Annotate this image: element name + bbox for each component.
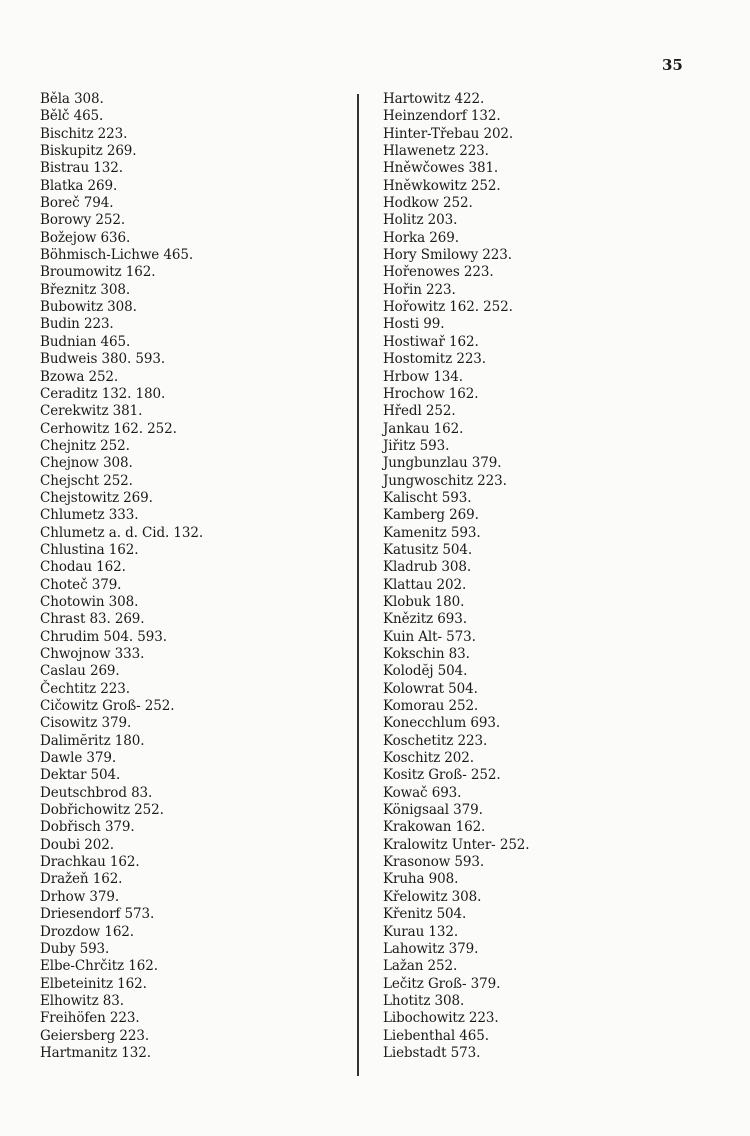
index-entry: Lažan 252. [383,958,458,975]
index-entry: Knězitz 693. [383,611,467,628]
index-entry: Hořin 223. [383,281,456,298]
index-entry: Kokschin 83. [383,646,470,662]
index-entry: Dektar 504. [40,767,121,784]
index-entry: Freihöfen 223. [40,1010,140,1027]
index-entry: Chejscht 252. [40,472,133,489]
index-entry: Biskupitz 269. [40,143,137,160]
page-number: 35 [662,56,683,74]
index-entry: Choteč 379. [40,576,122,593]
index-entry: Hodkow 252. [383,195,473,212]
index-entry: Chlumetz a. d. Cid. 132. [40,524,204,541]
index-column-left [40,91,203,1062]
index-entry: Kladrub 308. [383,559,472,576]
index-entry: Hněwkowitz 252. [383,177,501,194]
index-entry: Čechtitz 223. [40,680,130,697]
index-entry: Dražeň 162. [40,871,123,888]
index-entry: Liebenthal 465. [383,1027,489,1044]
index-entry: Lahowitz 379. [383,940,479,957]
index-entry: Dalimĕritz 180. [40,732,145,749]
index-entry: Hrbow 134. [383,368,463,385]
column-divider [357,94,359,1076]
index-entry: Driesendorf 573. [40,906,155,923]
index-entry: Ceraditz 132. 180. [40,385,166,402]
index-entry: Elbeteinitz 162. [40,975,147,992]
index-entry: Kamberg 269. [383,507,479,524]
index-entry: Klobuk 180. [383,593,465,610]
index-entry: Kolowrat 504. [383,680,478,697]
index-entry: Duby 593. [40,940,110,957]
index-entry: Hory Smilowy 223. [383,247,512,264]
index-entry: Chlustina 162. [40,541,139,558]
index-entry: Krasonow 593. [383,854,485,871]
index-entry: Kuin Alt- 573. [383,628,476,645]
index-entry: Jungbunzlau 379. [383,455,502,472]
index-entry: Budweis 380. 593. [40,351,166,368]
index-entry: Hořenowes 223. [383,264,494,281]
index-entry: Hosti 99. [383,316,445,333]
index-entry: Budnian 465. [40,333,131,350]
index-entry: Krakowan 162. [383,819,486,836]
index-entry: Konecchlum 693. [383,715,501,732]
index-entry: Caslau 269. [40,663,120,680]
index-entry: Hněwčowes 381. [383,160,499,177]
index-entry: Boreč 794. [40,195,114,212]
index-entry: Chrudim 504. 593. [40,628,167,645]
index-entry: Chodau 162. [40,559,126,576]
index-entry: Hostomitz 223. [383,351,486,368]
index-entry: Božejow 636. [40,229,131,246]
index-entry: Libochowitz 223. [383,1010,499,1027]
index-entry: Bzowa 252. [40,368,119,385]
index-entry: Blatka 269. [40,177,118,194]
index-entry: Borowy 252. [40,212,126,229]
index-entry: Hořowitz 162. 252. [383,299,513,316]
index-entry: Klattau 202. [383,576,467,593]
index-entry: Kowač 693. [383,784,462,801]
index-entry: Kamenitz 593. [383,524,481,541]
index-entry: Lhotitz 308. [383,992,465,1009]
index-entry: Kalischt 593. [383,489,472,506]
index-entry: Hrochow 162. [383,385,479,402]
index-entry: Elhowitz 83. [40,992,124,1009]
index-entry: Heinzendorf 132. [383,108,501,125]
index-entry: Chejnow 308. [40,455,133,472]
index-entry: Březnitz 308. [40,281,131,298]
index-entry: Elbe-Chrčitz 162. [40,958,158,975]
index-entry: Drachkau 162. [40,854,140,871]
index-entry: Bubowitz 308. [40,299,137,316]
index-entry: Koschitz 202. [383,750,474,767]
index-entry: Katusitz 504. [383,541,473,558]
index-entry: Chlumetz 333. [40,507,139,524]
index-column-right [383,91,530,1062]
index-entry: Budin 223. [40,316,114,333]
index-entry: Doubi 202. [40,836,114,853]
index-entry: Broumowitz 162. [40,264,156,281]
index-entry: Königsaal 379. [383,802,483,819]
index-entry: Hředl 252. [383,403,456,420]
index-entry: Kralowitz Unter- 252. [383,836,530,853]
index-entry: Dobřichowitz 252. [40,802,164,819]
index-entry: Bělč 465. [40,108,104,125]
index-entry: Hartmanitz 132. [40,1044,151,1061]
index-entry: Horka 269. [383,229,459,246]
index-entry: Cičowitz Groß- 252. [40,698,175,715]
index-entry: Dobřisch 379. [40,819,135,836]
index-entry: Hostiwař 162. [383,333,479,350]
index-entry: Hlawenetz 223. [383,143,489,160]
index-entry: Cisowitz 379. [40,715,132,732]
index-entry: Chejstowitz 269. [40,489,153,506]
index-entry: Koschetitz 223. [383,732,488,749]
index-entry: Cerhowitz 162. 252. [40,420,177,437]
index-entry: Jankau 162. [383,420,464,437]
index-entry: Holitz 203. [383,212,458,229]
index-entry: Drhow 379. [40,888,120,905]
index-entry: Běla 308. [40,91,104,107]
index-entry: Jungwoschitz 223. [383,472,507,489]
index-entry: Drozdow 162. [40,923,134,940]
index-entry: Křelowitz 308. [383,888,482,905]
index-entry: Hinter-Třebau 202. [383,125,514,142]
index-entry: Chejnitz 252. [40,437,130,454]
index-entry: Bischitz 223. [40,125,128,142]
index-entry: Hartowitz 422. [383,91,485,107]
index-entry: Kositz Groß- 252. [383,767,501,784]
index-entry: Geiersberg 223. [40,1027,150,1044]
index-entry: Liebstadt 573. [383,1044,481,1061]
index-entry: Kolodĕj 504. [383,663,468,680]
index-entry: Kruha 908. [383,871,459,888]
index-entry: Chrast 83. 269. [40,611,145,628]
index-entry: Böhmisch-Lichwe 465. [40,247,194,264]
index-entry: Křenitz 504. [383,906,467,923]
index-entry: Bistrau 132. [40,160,123,177]
index-entry: Chwojnow 333. [40,646,145,662]
index-entry: Lečitz Groß- 379. [383,975,501,992]
index-entry: Cerekwitz 381. [40,403,143,420]
index-entry: Deutschbrod 83. [40,784,153,801]
index-entry: Kurau 132. [383,923,459,940]
index-entry: Chotowin 308. [40,593,139,610]
index-entry: Komorau 252. [383,698,479,715]
index-entry: Dawle 379. [40,750,117,767]
index-entry: Jiřitz 593. [383,437,450,454]
